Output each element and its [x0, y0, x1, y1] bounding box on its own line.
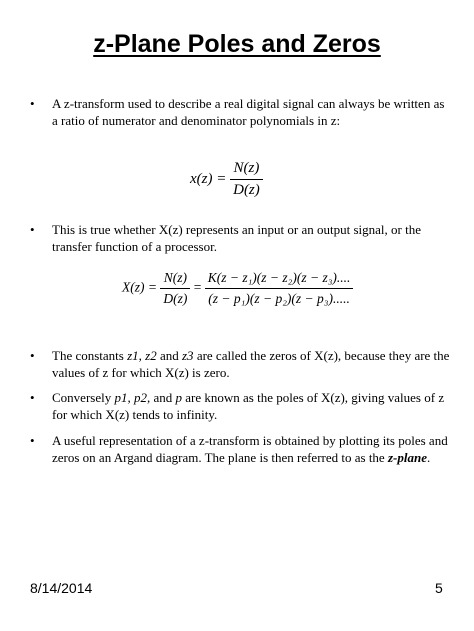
equation-fraction: [230, 160, 263, 199]
text-run: A useful representation of a z-transform is obtained by plotting its poles and zeros on an Argand diagram. The plane is then referred to as the: [52, 433, 448, 465]
equation-numerator: N(z): [230, 160, 263, 180]
bullet-text: [52, 348, 452, 381]
slide-title: z-Plane Poles and Zeros: [93, 30, 381, 58]
equation-equals: =: [193, 279, 202, 295]
equation-zeros-product: K(z − z₁)(z − z₂)(z − z₃)....: [205, 270, 354, 289]
equation-lhs: x(z) =: [190, 170, 227, 187]
equation-denominator: D(z): [233, 182, 260, 198]
bullet-text: A z-transform used to describe a real digital signal can always be written as a ratio of numerator and denominator polynomials in z:: [52, 96, 445, 128]
text-run: , and: [146, 390, 176, 405]
text-run: .: [426, 449, 431, 465]
equation-x-of-z: [190, 160, 263, 199]
bullet-text: This is true whether X(z) represents an input or an output signal, or the transfer function of a processor.: [52, 222, 421, 254]
zero-z1: z1,: [127, 348, 142, 363]
pole-p: p: [175, 390, 182, 405]
text-run: Conversely: [52, 390, 115, 405]
equation-poles-product: (z − p₁)(z − p₂)(z − p₃).....: [208, 291, 350, 306]
equation-fraction-factored: [205, 270, 354, 307]
footer-date: 8/14/2014: [30, 580, 93, 596]
equation-factored: [122, 270, 353, 307]
bullet-text: [52, 433, 452, 466]
zero-z2: z2: [145, 348, 157, 363]
pole-p1: p1,: [114, 390, 131, 405]
footer-page-number: 5: [435, 580, 443, 596]
bullet-marker: •: [30, 348, 35, 363]
equation-denominator: D(z): [163, 291, 188, 306]
equation-numerator: N(z): [160, 270, 190, 289]
text-run: are called the zeros of X(z), because they are the values of z for which X(z) is zero.: [52, 348, 450, 380]
bullet-text: [52, 390, 452, 423]
text-run: and: [156, 348, 182, 363]
equation-lhs: X(z) =: [122, 279, 157, 295]
zero-z3: z3: [182, 348, 194, 363]
text-run: The constants: [52, 348, 128, 363]
bullet-marker: •: [30, 433, 35, 448]
bullet-marker: •: [30, 390, 35, 405]
pole-p2: p2: [133, 390, 147, 405]
bullet-marker: •: [30, 96, 35, 111]
text-run: are known as the poles of X(z), giving values of z for which X(z) tends to infinity.: [52, 390, 445, 422]
bullet-marker: •: [30, 222, 35, 237]
equation-fraction-nd: [160, 270, 190, 307]
z-plane-term: z-plane: [387, 449, 427, 465]
